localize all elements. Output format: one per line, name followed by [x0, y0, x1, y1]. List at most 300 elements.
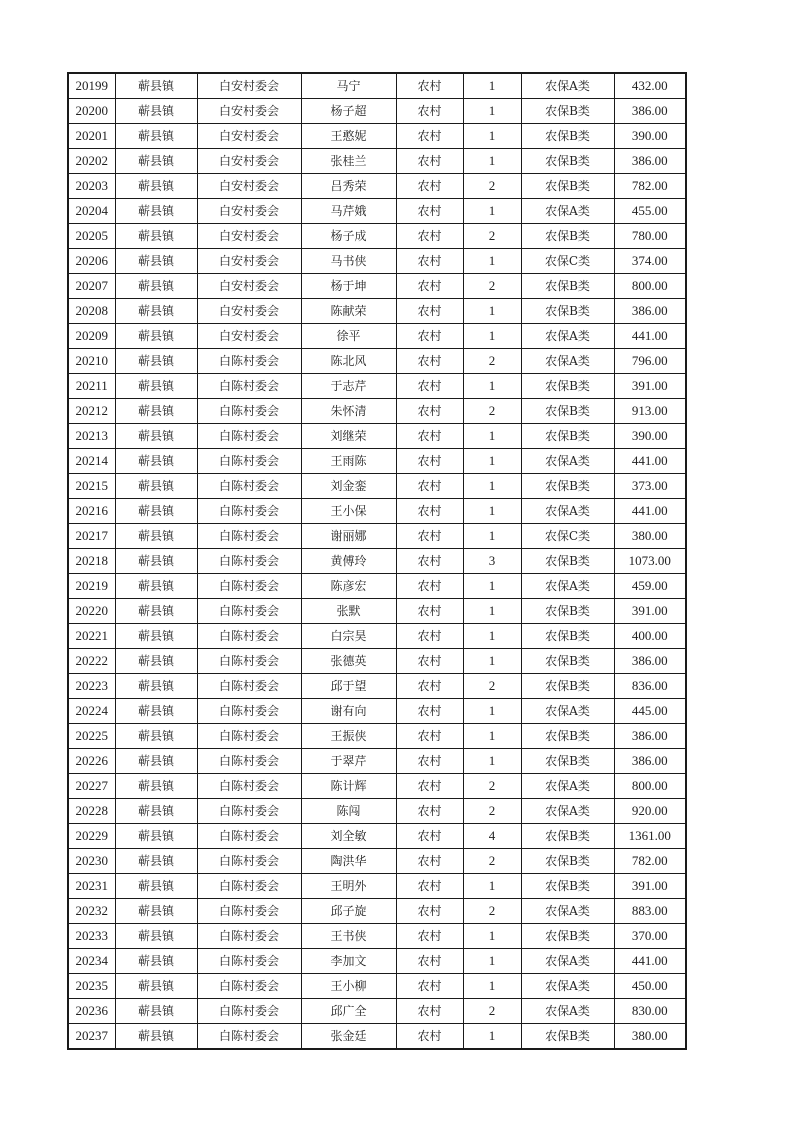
cell-id: 20205 — [68, 224, 115, 249]
cell-category: 农保A类 — [521, 449, 614, 474]
cell-village: 白安村委会 — [197, 199, 301, 224]
cell-town: 蕲县镇 — [115, 374, 197, 399]
table-row — [68, 599, 686, 624]
cell-amount: 380.00 — [614, 1024, 686, 1050]
cell-type: 农村 — [396, 949, 463, 974]
cell-town: 蕲县镇 — [115, 974, 197, 999]
cell-name: 邱子旋 — [301, 899, 396, 924]
cell-amount: 883.00 — [614, 899, 686, 924]
cell-village: 白陈村委会 — [197, 799, 301, 824]
cell-id: 20234 — [68, 949, 115, 974]
cell-persons: 1 — [463, 649, 521, 674]
cell-amount: 782.00 — [614, 174, 686, 199]
cell-village: 白陈村委会 — [197, 924, 301, 949]
table-row — [68, 574, 686, 599]
cell-town: 蕲县镇 — [115, 149, 197, 174]
cell-id: 20232 — [68, 899, 115, 924]
cell-persons: 1 — [463, 249, 521, 274]
cell-town: 蕲县镇 — [115, 999, 197, 1024]
cell-id: 20213 — [68, 424, 115, 449]
cell-amount: 455.00 — [614, 199, 686, 224]
table-row — [68, 99, 686, 124]
cell-id: 20229 — [68, 824, 115, 849]
cell-type: 农村 — [396, 924, 463, 949]
cell-id: 20202 — [68, 149, 115, 174]
cell-village: 白陈村委会 — [197, 724, 301, 749]
data-table — [67, 72, 687, 1050]
table-row — [68, 499, 686, 524]
cell-village: 白陈村委会 — [197, 899, 301, 924]
cell-village: 白安村委会 — [197, 174, 301, 199]
cell-category: 农保B类 — [521, 849, 614, 874]
cell-village: 白陈村委会 — [197, 824, 301, 849]
cell-persons: 1 — [463, 324, 521, 349]
cell-persons: 1 — [463, 949, 521, 974]
cell-name: 张金廷 — [301, 1024, 396, 1050]
cell-village: 白陈村委会 — [197, 949, 301, 974]
cell-village: 白安村委会 — [197, 124, 301, 149]
cell-type: 农村 — [396, 799, 463, 824]
cell-category: 农保B类 — [521, 424, 614, 449]
cell-village: 白安村委会 — [197, 224, 301, 249]
cell-persons: 2 — [463, 849, 521, 874]
cell-id: 20228 — [68, 799, 115, 824]
cell-persons: 1 — [463, 449, 521, 474]
cell-persons: 1 — [463, 424, 521, 449]
table-row — [68, 1024, 686, 1050]
cell-category: 农保A类 — [521, 774, 614, 799]
cell-category: 农保B类 — [521, 724, 614, 749]
cell-persons: 1 — [463, 974, 521, 999]
cell-id: 20230 — [68, 849, 115, 874]
cell-town: 蕲县镇 — [115, 824, 197, 849]
cell-persons: 2 — [463, 349, 521, 374]
cell-type: 农村 — [396, 699, 463, 724]
cell-amount: 386.00 — [614, 299, 686, 324]
cell-persons: 1 — [463, 599, 521, 624]
cell-type: 农村 — [396, 124, 463, 149]
cell-amount: 780.00 — [614, 224, 686, 249]
cell-id: 20233 — [68, 924, 115, 949]
cell-name: 陈闯 — [301, 799, 396, 824]
cell-id: 20227 — [68, 774, 115, 799]
cell-village: 白陈村委会 — [197, 749, 301, 774]
cell-village: 白安村委会 — [197, 73, 301, 99]
cell-village: 白陈村委会 — [197, 399, 301, 424]
cell-town: 蕲县镇 — [115, 174, 197, 199]
cell-type: 农村 — [396, 874, 463, 899]
cell-town: 蕲县镇 — [115, 73, 197, 99]
cell-category: 农保B类 — [521, 124, 614, 149]
cell-id: 20211 — [68, 374, 115, 399]
table-row — [68, 774, 686, 799]
cell-name: 白宗昊 — [301, 624, 396, 649]
table-row — [68, 524, 686, 549]
cell-amount: 400.00 — [614, 624, 686, 649]
cell-persons: 2 — [463, 799, 521, 824]
cell-amount: 391.00 — [614, 874, 686, 899]
table-row — [68, 974, 686, 999]
cell-type: 农村 — [396, 524, 463, 549]
table-row — [68, 674, 686, 699]
cell-id: 20236 — [68, 999, 115, 1024]
cell-amount: 390.00 — [614, 424, 686, 449]
cell-type: 农村 — [396, 974, 463, 999]
cell-persons: 1 — [463, 149, 521, 174]
cell-id: 20220 — [68, 599, 115, 624]
cell-amount: 373.00 — [614, 474, 686, 499]
cell-name: 张默 — [301, 599, 396, 624]
cell-name: 谢丽娜 — [301, 524, 396, 549]
cell-type: 农村 — [396, 849, 463, 874]
cell-persons: 1 — [463, 124, 521, 149]
cell-name: 王振侠 — [301, 724, 396, 749]
cell-persons: 2 — [463, 774, 521, 799]
cell-id: 20223 — [68, 674, 115, 699]
cell-village: 白陈村委会 — [197, 649, 301, 674]
cell-name: 陈计辉 — [301, 774, 396, 799]
cell-name: 于志芹 — [301, 374, 396, 399]
cell-town: 蕲县镇 — [115, 774, 197, 799]
table-row — [68, 249, 686, 274]
cell-name: 陶洪华 — [301, 849, 396, 874]
cell-village: 白陈村委会 — [197, 974, 301, 999]
cell-village: 白安村委会 — [197, 249, 301, 274]
cell-village: 白安村委会 — [197, 299, 301, 324]
cell-id: 20200 — [68, 99, 115, 124]
cell-persons: 2 — [463, 174, 521, 199]
cell-amount: 782.00 — [614, 849, 686, 874]
cell-id: 20207 — [68, 274, 115, 299]
table-row — [68, 349, 686, 374]
cell-name: 马书侠 — [301, 249, 396, 274]
table-row — [68, 624, 686, 649]
cell-amount: 445.00 — [614, 699, 686, 724]
cell-village: 白安村委会 — [197, 99, 301, 124]
table-row — [68, 549, 686, 574]
cell-name: 王雨陈 — [301, 449, 396, 474]
table-row — [68, 449, 686, 474]
cell-amount: 459.00 — [614, 574, 686, 599]
cell-category: 农保B类 — [521, 874, 614, 899]
cell-persons: 1 — [463, 574, 521, 599]
cell-amount: 1361.00 — [614, 824, 686, 849]
cell-town: 蕲县镇 — [115, 99, 197, 124]
cell-persons: 1 — [463, 499, 521, 524]
cell-id: 20199 — [68, 73, 115, 99]
cell-village: 白陈村委会 — [197, 424, 301, 449]
cell-type: 农村 — [396, 399, 463, 424]
cell-type: 农村 — [396, 324, 463, 349]
cell-category: 农保A类 — [521, 349, 614, 374]
cell-persons: 1 — [463, 749, 521, 774]
cell-type: 农村 — [396, 499, 463, 524]
cell-id: 20204 — [68, 199, 115, 224]
cell-amount: 370.00 — [614, 924, 686, 949]
table-row — [68, 174, 686, 199]
cell-village: 白陈村委会 — [197, 774, 301, 799]
cell-category: 农保B类 — [521, 174, 614, 199]
cell-name: 朱怀清 — [301, 399, 396, 424]
table-row — [68, 424, 686, 449]
cell-village: 白陈村委会 — [197, 349, 301, 374]
cell-id: 20235 — [68, 974, 115, 999]
cell-name: 陈献荣 — [301, 299, 396, 324]
cell-category: 农保B类 — [521, 1024, 614, 1050]
table-row — [68, 799, 686, 824]
cell-type: 农村 — [396, 574, 463, 599]
table-row — [68, 649, 686, 674]
cell-persons: 2 — [463, 674, 521, 699]
cell-name: 李加文 — [301, 949, 396, 974]
table-row — [68, 299, 686, 324]
cell-category: 农保A类 — [521, 73, 614, 99]
cell-amount: 913.00 — [614, 399, 686, 424]
cell-town: 蕲县镇 — [115, 1024, 197, 1050]
cell-persons: 1 — [463, 299, 521, 324]
cell-type: 农村 — [396, 624, 463, 649]
cell-town: 蕲县镇 — [115, 574, 197, 599]
cell-type: 农村 — [396, 149, 463, 174]
cell-town: 蕲县镇 — [115, 474, 197, 499]
cell-amount: 441.00 — [614, 324, 686, 349]
cell-category: 农保B类 — [521, 924, 614, 949]
cell-amount: 836.00 — [614, 674, 686, 699]
cell-amount: 380.00 — [614, 524, 686, 549]
cell-category: 农保A类 — [521, 499, 614, 524]
cell-id: 20221 — [68, 624, 115, 649]
cell-id: 20208 — [68, 299, 115, 324]
cell-type: 农村 — [396, 224, 463, 249]
cell-village: 白陈村委会 — [197, 874, 301, 899]
cell-persons: 3 — [463, 549, 521, 574]
cell-id: 20201 — [68, 124, 115, 149]
cell-name: 刘金銮 — [301, 474, 396, 499]
cell-category: 农保B类 — [521, 149, 614, 174]
cell-id: 20218 — [68, 549, 115, 574]
cell-village: 白安村委会 — [197, 274, 301, 299]
cell-category: 农保A类 — [521, 199, 614, 224]
cell-amount: 374.00 — [614, 249, 686, 274]
cell-village: 白陈村委会 — [197, 599, 301, 624]
cell-id: 20219 — [68, 574, 115, 599]
cell-type: 农村 — [396, 549, 463, 574]
cell-id: 20210 — [68, 349, 115, 374]
table-row — [68, 324, 686, 349]
cell-amount: 441.00 — [614, 449, 686, 474]
cell-category: 农保B类 — [521, 99, 614, 124]
cell-town: 蕲县镇 — [115, 449, 197, 474]
table-row — [68, 399, 686, 424]
cell-village: 白陈村委会 — [197, 624, 301, 649]
cell-category: 农保B类 — [521, 474, 614, 499]
cell-town: 蕲县镇 — [115, 749, 197, 774]
cell-amount: 386.00 — [614, 149, 686, 174]
cell-amount: 796.00 — [614, 349, 686, 374]
cell-type: 农村 — [396, 824, 463, 849]
cell-name: 王憨妮 — [301, 124, 396, 149]
cell-persons: 1 — [463, 99, 521, 124]
cell-name: 王书侠 — [301, 924, 396, 949]
cell-town: 蕲县镇 — [115, 674, 197, 699]
table-row — [68, 124, 686, 149]
cell-id: 20212 — [68, 399, 115, 424]
table-row — [68, 274, 686, 299]
cell-persons: 1 — [463, 724, 521, 749]
cell-id: 20206 — [68, 249, 115, 274]
table-row — [68, 374, 686, 399]
cell-type: 农村 — [396, 274, 463, 299]
cell-id: 20226 — [68, 749, 115, 774]
cell-type: 农村 — [396, 899, 463, 924]
cell-amount: 800.00 — [614, 274, 686, 299]
cell-town: 蕲县镇 — [115, 874, 197, 899]
cell-persons: 2 — [463, 224, 521, 249]
table-row — [68, 874, 686, 899]
cell-category: 农保B类 — [521, 549, 614, 574]
cell-id: 20215 — [68, 474, 115, 499]
cell-persons: 1 — [463, 1024, 521, 1050]
cell-village: 白陈村委会 — [197, 474, 301, 499]
cell-type: 农村 — [396, 199, 463, 224]
cell-id: 20217 — [68, 524, 115, 549]
cell-name: 王小保 — [301, 499, 396, 524]
cell-persons: 2 — [463, 274, 521, 299]
cell-name: 陈北风 — [301, 349, 396, 374]
cell-village: 白陈村委会 — [197, 524, 301, 549]
cell-name: 张德英 — [301, 649, 396, 674]
cell-type: 农村 — [396, 299, 463, 324]
cell-category: 农保B类 — [521, 274, 614, 299]
cell-amount: 432.00 — [614, 73, 686, 99]
cell-name: 张桂兰 — [301, 149, 396, 174]
cell-type: 农村 — [396, 99, 463, 124]
cell-name: 杨子超 — [301, 99, 396, 124]
cell-town: 蕲县镇 — [115, 299, 197, 324]
cell-category: 农保B类 — [521, 374, 614, 399]
cell-name: 邱广全 — [301, 999, 396, 1024]
cell-id: 20216 — [68, 499, 115, 524]
cell-type: 农村 — [396, 374, 463, 399]
cell-persons: 1 — [463, 624, 521, 649]
table-body — [68, 73, 686, 1049]
cell-town: 蕲县镇 — [115, 224, 197, 249]
cell-persons: 1 — [463, 699, 521, 724]
cell-category: 农保A类 — [521, 699, 614, 724]
cell-village: 白陈村委会 — [197, 699, 301, 724]
cell-amount: 390.00 — [614, 124, 686, 149]
cell-category: 农保B类 — [521, 224, 614, 249]
cell-village: 白陈村委会 — [197, 999, 301, 1024]
cell-village: 白陈村委会 — [197, 674, 301, 699]
cell-id: 20203 — [68, 174, 115, 199]
cell-village: 白安村委会 — [197, 324, 301, 349]
cell-name: 杨子成 — [301, 224, 396, 249]
cell-name: 谢有向 — [301, 699, 396, 724]
cell-type: 农村 — [396, 424, 463, 449]
cell-name: 邱于望 — [301, 674, 396, 699]
cell-category: 农保C类 — [521, 524, 614, 549]
cell-name: 吕秀荣 — [301, 174, 396, 199]
cell-amount: 386.00 — [614, 749, 686, 774]
table-row — [68, 149, 686, 174]
table-row — [68, 199, 686, 224]
cell-type: 农村 — [396, 599, 463, 624]
cell-name: 徐平 — [301, 324, 396, 349]
table-row — [68, 824, 686, 849]
cell-persons: 2 — [463, 399, 521, 424]
table-row — [68, 474, 686, 499]
cell-category: 农保B类 — [521, 749, 614, 774]
cell-type: 农村 — [396, 749, 463, 774]
cell-persons: 2 — [463, 999, 521, 1024]
cell-name: 王小柳 — [301, 974, 396, 999]
cell-amount: 441.00 — [614, 949, 686, 974]
cell-village: 白陈村委会 — [197, 499, 301, 524]
cell-town: 蕲县镇 — [115, 724, 197, 749]
table-row — [68, 849, 686, 874]
cell-amount: 1073.00 — [614, 549, 686, 574]
cell-name: 马芹娥 — [301, 199, 396, 224]
cell-village: 白陈村委会 — [197, 849, 301, 874]
cell-type: 农村 — [396, 724, 463, 749]
table-row — [68, 949, 686, 974]
cell-category: 农保A类 — [521, 574, 614, 599]
cell-name: 刘全敏 — [301, 824, 396, 849]
cell-name: 黄傅玲 — [301, 549, 396, 574]
cell-persons: 1 — [463, 874, 521, 899]
table-row — [68, 699, 686, 724]
cell-id: 20209 — [68, 324, 115, 349]
cell-persons: 1 — [463, 199, 521, 224]
cell-persons: 1 — [463, 524, 521, 549]
cell-category: 农保B类 — [521, 649, 614, 674]
cell-id: 20222 — [68, 649, 115, 674]
cell-town: 蕲县镇 — [115, 949, 197, 974]
cell-category: 农保B类 — [521, 399, 614, 424]
cell-town: 蕲县镇 — [115, 899, 197, 924]
cell-category: 农保B类 — [521, 599, 614, 624]
table-row — [68, 999, 686, 1024]
cell-type: 农村 — [396, 174, 463, 199]
cell-village: 白陈村委会 — [197, 1024, 301, 1050]
cell-amount: 386.00 — [614, 99, 686, 124]
cell-type: 农村 — [396, 73, 463, 99]
cell-name: 陈彦宏 — [301, 574, 396, 599]
cell-town: 蕲县镇 — [115, 399, 197, 424]
cell-name: 于翠芹 — [301, 749, 396, 774]
cell-amount: 800.00 — [614, 774, 686, 799]
cell-amount: 450.00 — [614, 974, 686, 999]
cell-town: 蕲县镇 — [115, 649, 197, 674]
cell-town: 蕲县镇 — [115, 799, 197, 824]
cell-town: 蕲县镇 — [115, 199, 197, 224]
cell-amount: 386.00 — [614, 649, 686, 674]
cell-name: 刘继荣 — [301, 424, 396, 449]
table-row — [68, 899, 686, 924]
cell-name: 杨于坤 — [301, 274, 396, 299]
cell-town: 蕲县镇 — [115, 499, 197, 524]
cell-category: 农保A类 — [521, 974, 614, 999]
cell-persons: 1 — [463, 73, 521, 99]
cell-type: 农村 — [396, 774, 463, 799]
cell-village: 白安村委会 — [197, 149, 301, 174]
cell-type: 农村 — [396, 674, 463, 699]
cell-town: 蕲县镇 — [115, 249, 197, 274]
cell-village: 白陈村委会 — [197, 374, 301, 399]
cell-town: 蕲县镇 — [115, 524, 197, 549]
cell-id: 20237 — [68, 1024, 115, 1050]
